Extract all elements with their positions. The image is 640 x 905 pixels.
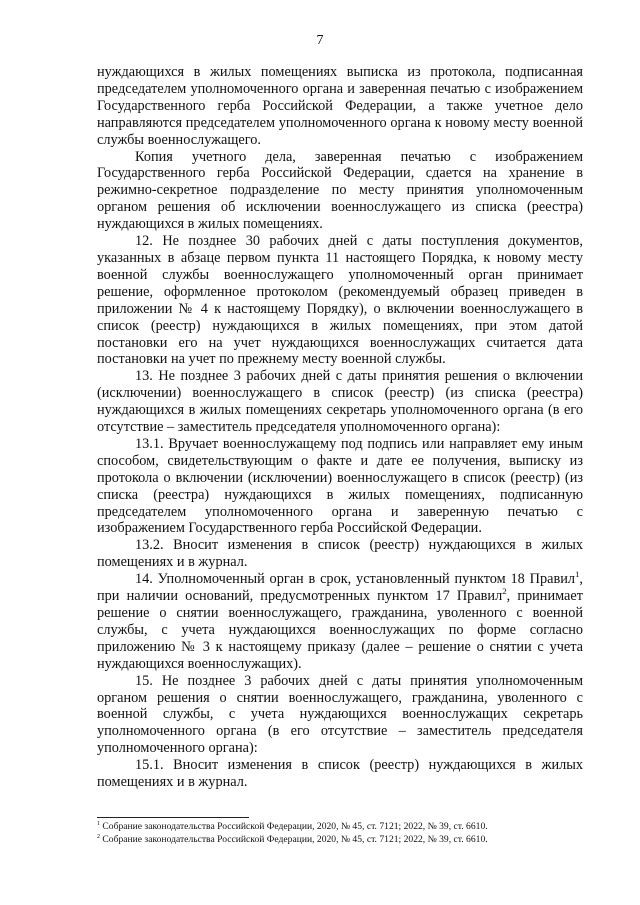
- item-14-text-part-2: , при наличии оснований, предусмотренных пунктом 17 Правил: [97, 571, 583, 605]
- paragraph-item-13-2: 13.2. Вносит изменения в список (реестр) нуждающихся в жилых помещениях и в журнал.: [97, 537, 583, 571]
- paragraph-item-13: 13. Не позднее 3 рабочих дней с даты принятия решения о включении (исключении) военнослужащего в список (реестр) (из списка (реестра) нуждающихся в жилых помещениях секретарь уполномоченного органа (в его отсутствие – заместитель председателя уполномоченного органа):: [97, 368, 583, 436]
- paragraph-item-12: 12. Не позднее 30 рабочих дней с даты поступления документов, указанных в абзаце первом пункта 11 настоящего Порядка, к новому месту военной службы военнослужащего уполномоченный орган принимает решение, оформленное протоколом (рекомендуемый образец приведен в приложении № 4 к настоящему Порядку), о включении военнослужащего в список (реестр) нуждающихся в жилых помещениях, при этом датой постановки его на учет нуждающихся военнослужащих считается дата постановки на учет по прежнему месту военной службы.: [97, 233, 583, 368]
- footnote-1-text: Собрание законодательства Российской Федерации, 2020, № 45, ст. 7121; 2022, № 39, ст. 6610.: [99, 821, 488, 832]
- paragraph-item-14: [97, 571, 583, 672]
- footnote-ref-1[interactable]: 1: [574, 569, 580, 580]
- document-body: [97, 64, 583, 791]
- footnote-divider: [97, 817, 249, 818]
- footnotes: [97, 820, 583, 846]
- footnote-2-mark: 2: [97, 833, 100, 840]
- paragraph-item-15: 15. Не позднее 3 рабочих дней с даты принятия уполномоченным органом решения о снятии военнослужащего, гражданина, уволенного с военной службы, с учета нуждающихся военнослужащих секретарь уполномоченного органа (в его отсутствие – заместитель председателя уполномоченного органа):: [97, 672, 583, 757]
- footnote-2-text: Собрание законодательства Российской Федерации, 2020, № 45, ст. 7121; 2022, № 39, ст. 6610.: [99, 834, 488, 845]
- footnote-1-mark: 1: [97, 820, 100, 827]
- item-14-text-part-3: , принимает решение о снятии военнослужащего, гражданина, уволенного с военной службы, с учета нуждающихся военнослужащих по форме согласно приложению № 3 к настоящему приказу (далее – решение о снятии с учета нуждающихся военнослужащих).: [97, 588, 583, 672]
- footnote-ref-2[interactable]: 2: [502, 586, 507, 597]
- paragraph-continuation: нуждающихся в жилых помещениях выписка из протокола, подписанная председателем уполномоченного органа и заверенная печатью с изображением Государственного герба Российской Федерации, а также учетное дело направляются председателем уполномоченного органа к новому месту военной службы военнослужащего.: [97, 64, 583, 148]
- footnote-1: [97, 820, 583, 833]
- paragraph-item-13-1: 13.1. Вручает военнослужащему под подпись или направляет ему иным способом, свидетельствующим о факте и дате ее получения, выписку из протокола о включении (исключении) военнослужащего в список (реестр) (из списка (реестра) нуждающихся в жилых помещениях, подписанную председателем уполномоченного органа и заверенную печатью с изображением Государственного герба Российской Федерации.: [97, 435, 583, 537]
- paragraph-item-15-1: 15.1. Вносит изменения в список (реестр) нуждающихся в жилых помещениях и в журнал.: [97, 757, 583, 791]
- page-number: 7: [316, 33, 324, 48]
- paragraph-copy-of-file: Копия учетного дела, заверенная печатью с изображением Государственного герба Российской Федерации, сдается на хранение в режимно-секретное подразделение по месту принятия уполномоченным органом решения об исключении военнослужащего из списка (реестра) нуждающихся в жилых помещениях.: [97, 148, 583, 233]
- item-14-text-part-1: 14. Уполномоченный орган в срок, установленный пунктом 18 Правил: [135, 571, 575, 588]
- footnote-2: [97, 833, 583, 846]
